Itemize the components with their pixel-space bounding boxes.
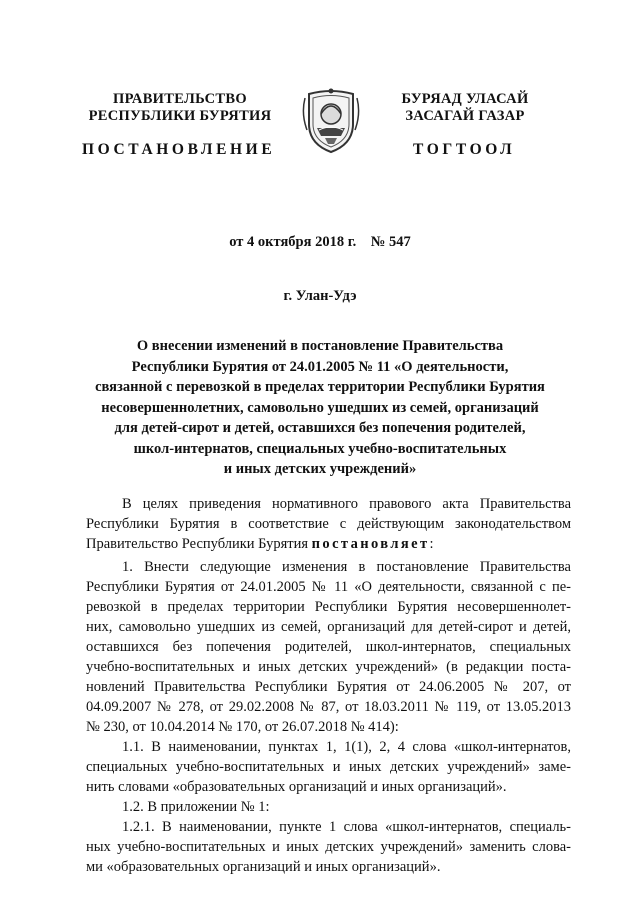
government-name-buryat [390, 91, 540, 125]
body-line: ми «образовательных организаций и иных организаций». [86, 859, 441, 875]
body-line: учебно-воспитательных и иных детских учреждений» (в редакции поста- [86, 659, 571, 675]
resolves-word: постановляет [311, 536, 430, 552]
coat-of-arms-emblem [299, 84, 363, 156]
document-type-buryat: ТОГТООЛ [413, 141, 516, 158]
body-line: ревозкой в пределах территории Республики Бурятия несовершеннолет- [86, 599, 571, 615]
body-line: них, самовольно ушедших из семей, организаций для детей-сирот и детей, [86, 619, 571, 635]
preamble-colon: : [429, 536, 434, 552]
body-line: № 230, от 10.04.2014 № 170, от 26.07.2018 № 414): [86, 719, 399, 735]
body-line: 04.09.2007 № 278, от 29.02.2008 № 87, от 18.03.2011 № 119, от 13.05.2013 [86, 699, 571, 715]
preamble-line: Республики Бурятия в соответствие с действующим законодательством [86, 516, 571, 532]
body-line: новлений Правительства Республики Бурятия от 24.06.2005 № 207, от [86, 679, 571, 695]
preamble-line-text: Правительство Республики Бурятия [86, 536, 312, 552]
body-line: ных учебно-воспитательных и иных детских учреждений» заменить слова- [86, 839, 571, 855]
body-line: 1. Внести следующие изменения в постановление Правительства [122, 559, 571, 575]
document-city: г. Улан-Удэ [283, 288, 357, 304]
body-line: 1.2.1. В наименовании, пункте 1 слова «школ-интернатов, специаль- [122, 819, 571, 835]
body-line: нить словами «образовательных организаций и иных организаций». [86, 779, 507, 795]
title-line: связанной с перевозкой в пределах территории Республики Бурятия [95, 379, 545, 395]
document-title [70, 336, 570, 480]
document-date-number: от 4 октября 2018 г. № 547 [229, 234, 411, 250]
preamble-paragraph [86, 494, 571, 554]
body-line: 1.2. В приложении № 1: [122, 799, 270, 815]
government-name-russian [85, 91, 275, 125]
body-line: специальных учебно-воспитательных и иных детских учреждений» заме- [86, 759, 571, 775]
government-name-line-2: РЕСПУБЛИКИ БУРЯТИЯ [88, 108, 272, 124]
body-line: оставшихся без попечения родителей, школ-интернатов, специальных [86, 639, 571, 655]
title-line: О внесении изменений в постановление Правительства [136, 338, 504, 354]
government-name-buryat-line-1: БУРЯАД УЛАСАЙ [401, 91, 529, 107]
title-line: Республики Бурятия от 24.01.2005 № 11 «О деятельности, [131, 358, 509, 375]
body-line: Республики Бурятия от 24.01.2005 № 11 «О деятельности, связанной с пе- [86, 579, 571, 595]
title-line: и иных детских учреждений» [223, 461, 417, 477]
government-name-buryat-line-2: ЗАСАГАЙ ГАЗАР [405, 108, 525, 124]
body-text [86, 557, 571, 877]
document-type-russian: ПОСТАНОВЛЕНИЕ [82, 141, 276, 158]
government-name-line-1: ПРАВИТЕЛЬСТВО [113, 91, 247, 107]
preamble-line: В целях приведения нормативного правового акта Правительства [122, 496, 571, 512]
title-line: несовершеннолетних, самовольно ушедших из семей, организаций [101, 399, 539, 416]
preamble-line [86, 534, 571, 554]
title-line: для детей-сирот и детей, оставшихся без попечения родителей, [114, 420, 526, 436]
title-line: школ-интернатов, специальных учебно-воспитательных [133, 440, 507, 457]
body-line: 1.1. В наименовании, пунктах 1, 1(1), 2, 4 слова «школ-интернатов, [122, 739, 571, 755]
